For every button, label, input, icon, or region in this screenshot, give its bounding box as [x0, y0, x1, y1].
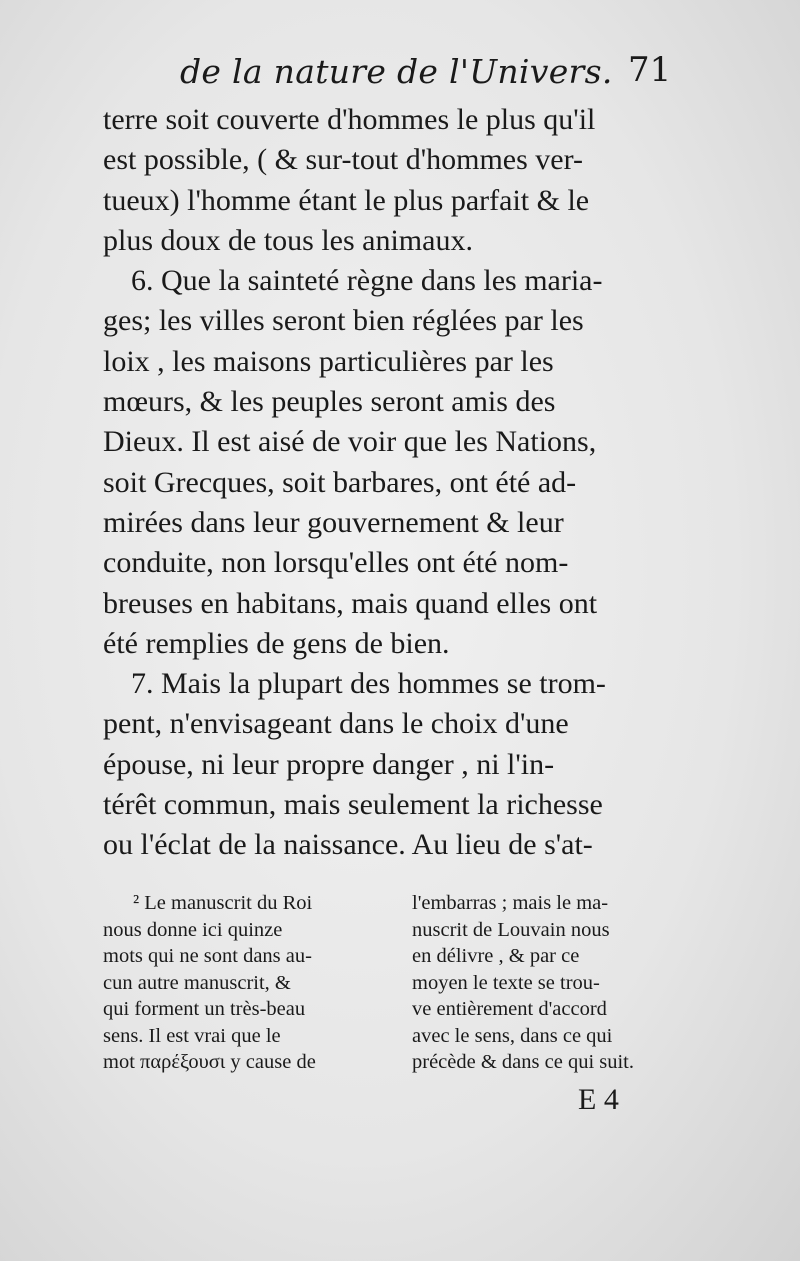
text-line: loix , les maisons particulières par les — [103, 344, 554, 378]
text-line: est possible, ( & sur-tout d'hommes ver- — [103, 143, 583, 177]
footnote-line: sens. Il est vrai que le — [103, 1024, 281, 1047]
text-line: plus doux de tous les animaux. — [103, 223, 473, 257]
page-number: 71 — [628, 50, 672, 90]
text-line: ou l'éclat de la naissance. Au lieu de s'at- — [103, 828, 593, 862]
footnotes — [103, 890, 703, 1076]
text-line: soit Grecques, soit barbares, ont été ad- — [103, 465, 577, 499]
footnote-line: en délivre , & par ce — [412, 945, 580, 967]
text-line: breuses en habitans, mais quand elles ont — [103, 586, 598, 620]
footnote-line: l'embarras ; mais le ma- — [412, 892, 609, 914]
text-line: ges; les villes seront bien réglées par les — [103, 304, 584, 338]
text-line: mirées dans leur gouvernement & leur — [103, 505, 564, 539]
text-line: Dieux. Il est aisé de voir que les Nations, — [103, 425, 597, 459]
footnote-column-right — [412, 890, 703, 1076]
main-text — [103, 100, 703, 866]
footnote-line: mots qui ne sont dans au- — [103, 945, 312, 967]
signature-mark: E 4 — [578, 1083, 619, 1116]
footnote-line: mot παρέξουσι y cause de — [103, 1051, 316, 1073]
text-line: tueux) l'homme étant le plus parfait & le — [103, 183, 590, 217]
footnote-line: précède & dans ce qui suit. — [412, 1051, 635, 1073]
text-line: térêt commun, mais seulement la richesse — [103, 788, 603, 822]
text-line: terre soit couverte d'hommes le plus qu'il — [103, 103, 596, 136]
footnote-line: avec le sens, dans ce qui — [412, 1024, 613, 1047]
footnote-line: ² Le manuscrit du Roi — [133, 892, 313, 914]
footnote-line: ve entièrement d'accord — [412, 998, 607, 1020]
footnote-column-left — [103, 890, 394, 1076]
text-line: conduite, non lorsqu'elles ont été nom- — [103, 546, 569, 580]
footnote-line: cun autre manuscrit, & — [103, 971, 291, 994]
footnote-line: nuscrit de Louvain nous — [412, 918, 610, 941]
paragraph-7-start: 7. Mais la plupart des hommes se trom- — [131, 667, 606, 701]
paragraph-6-start: 6. Que la sainteté règne dans les maria- — [131, 264, 603, 298]
text-line: mœurs, & les peuples seront amis des — [103, 385, 556, 419]
footnote-line: nous donne ici quinze — [103, 918, 283, 941]
footnote-line: moyen le texte se trou- — [412, 971, 600, 994]
footnote-line: qui forment un très-beau — [103, 998, 306, 1020]
running-head: de la nature de l'Univers. — [180, 52, 613, 91]
text-line: pent, n'envisageant dans le choix d'une — [103, 707, 569, 741]
text-line: épouse, ni leur propre danger , ni l'in- — [103, 747, 555, 781]
text-line: été remplies de gens de bien. — [103, 626, 450, 660]
